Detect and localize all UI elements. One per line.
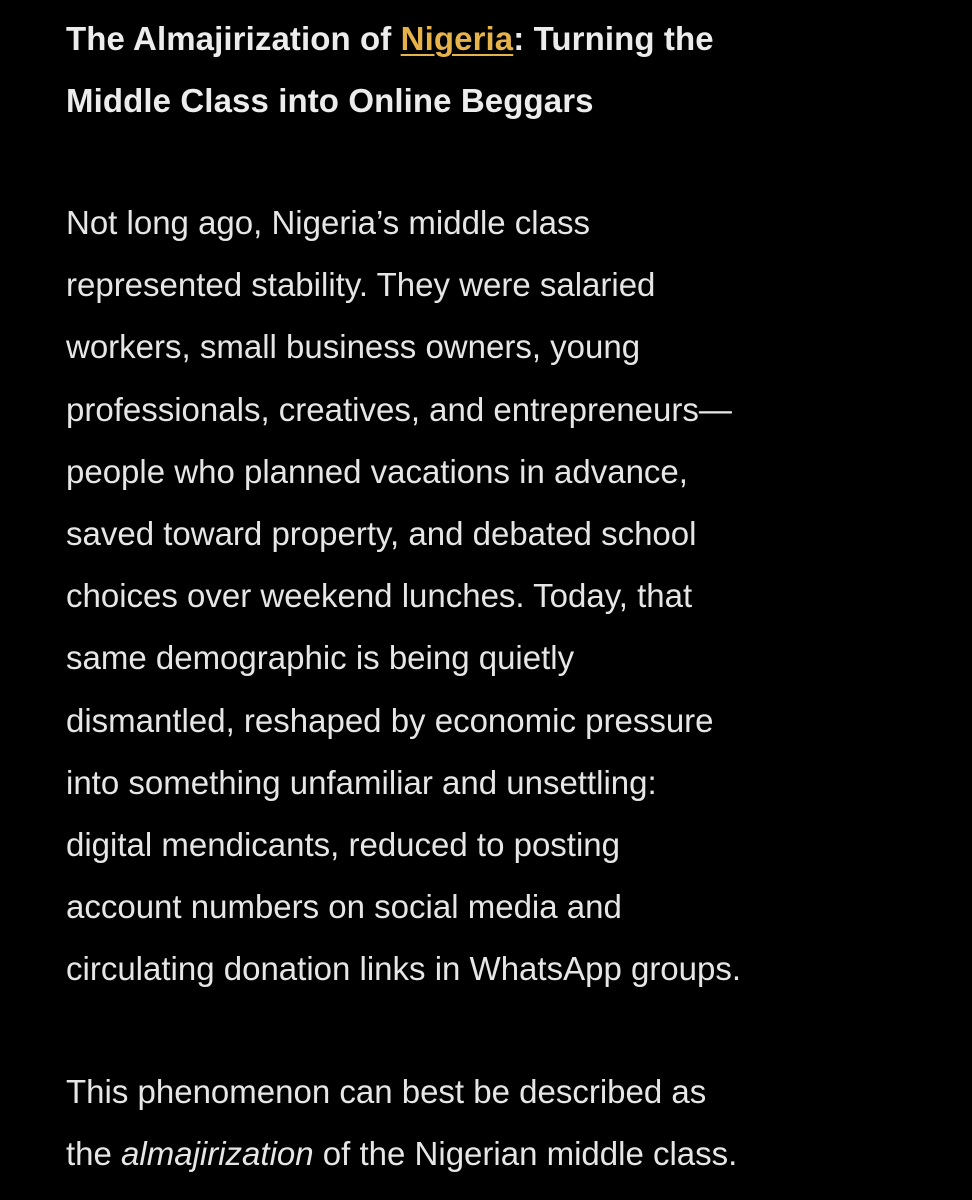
paragraph-1: [66, 192, 946, 1001]
emphasized-term: almajirization: [121, 1134, 314, 1172]
nigeria-link[interactable]: Nigeria: [400, 20, 514, 57]
paragraph-line: workers, small business owners, young: [66, 328, 641, 366]
paragraph-line: Not long ago, Nigeria’s middle class: [66, 204, 590, 241]
paragraph-line: choices over weekend lunches. Today, that: [66, 577, 693, 615]
paragraph-line: dismantled, reshaped by economic pressure: [66, 701, 714, 739]
paragraph-line: people who planned vacations in advance,: [66, 452, 688, 490]
article: [66, 8, 946, 1185]
paragraph-line: professionals, creatives, and entrepreneurs—: [66, 390, 732, 428]
paragraph-line: saved toward property, and debated school: [66, 515, 697, 553]
paragraph-line: account numbers on social media and: [66, 888, 622, 926]
title-line-1: [66, 8, 946, 70]
paragraph-line: This phenomenon can best be described as: [66, 1072, 707, 1110]
title-line-2: Middle Class into Online Beggars: [66, 82, 594, 119]
text-prefix: the: [66, 1134, 122, 1172]
article-title: [66, 8, 946, 132]
title-prefix: The Almajirization of: [66, 20, 401, 57]
text-suffix: of the Nigerian middle class.: [313, 1134, 738, 1172]
paragraph-line: digital mendicants, reduced to posting: [66, 826, 621, 864]
paragraph-line: circulating donation links in WhatsApp groups.: [66, 950, 742, 988]
paragraph-line-emphasis: [66, 1123, 946, 1185]
paragraph-2: [66, 1061, 946, 1185]
paragraph-line: represented stability. They were salaried: [66, 266, 656, 304]
title-suffix: : Turning the: [513, 20, 714, 57]
paragraph-line: same demographic is being quietly: [66, 639, 575, 677]
paragraph-line: into something unfamiliar and unsettling:: [66, 763, 657, 801]
